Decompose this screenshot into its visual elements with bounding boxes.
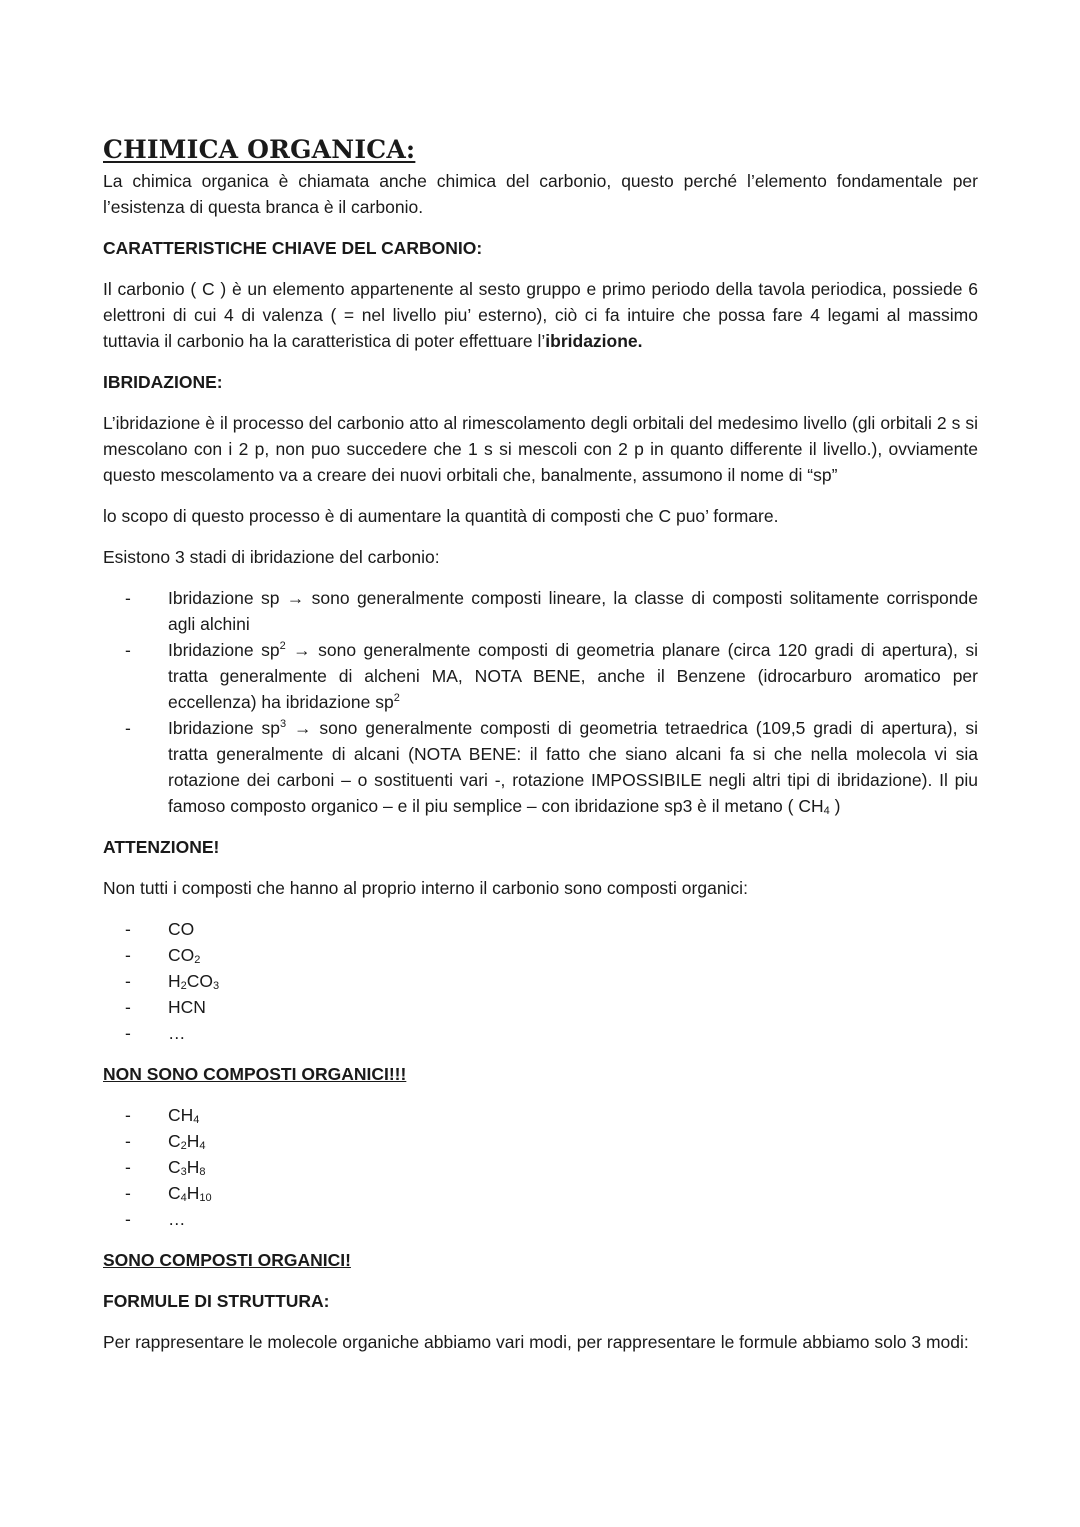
list-item xyxy=(103,994,978,1020)
list-item xyxy=(103,1206,978,1232)
list-item xyxy=(103,968,978,994)
formula: CO xyxy=(168,945,195,965)
stages-list xyxy=(103,585,978,819)
inorganic-label: NON SONO COMPOSTI ORGANICI!!! xyxy=(103,1064,407,1084)
ellipsis: … xyxy=(168,1209,186,1229)
subscript: 4 xyxy=(199,1140,206,1152)
formula: C xyxy=(168,1131,181,1151)
subscript: 2 xyxy=(194,954,201,966)
formula: H xyxy=(186,1131,200,1151)
list-item xyxy=(103,1020,978,1046)
formula: CO xyxy=(186,971,214,991)
subscript: 3 xyxy=(213,980,220,992)
list-item-sp2 xyxy=(103,637,978,715)
list-item-sp3 xyxy=(103,715,978,819)
stage-sp3-desc: → sono generalmente composti di geometria tetraedrica (109,5 gradi di apertura), si tratta generalmente di alcani (NOTA BENE: il fatto che siano alcani fa si che nella molecola vi sia rotazione dei carboni – o sostituenti vari -, rotazione IMPOSSIBILE negli altri tipi di ibridazione). Il piu famoso composto organico – e il piu semplice – con ibridazione sp3 è il metano ( CH xyxy=(168,718,978,816)
list-item xyxy=(103,1102,978,1128)
page-title: CHIMICA ORGANICA: xyxy=(103,135,416,164)
subscript: 4 xyxy=(193,1114,200,1126)
list-item xyxy=(103,916,978,942)
subscript: 8 xyxy=(199,1166,206,1178)
ellipsis: … xyxy=(168,1023,186,1043)
carbon-text: Il carbonio ( C ) è un elemento appartenente al sesto gruppo e primo periodo della tavola periodica, possiede 6 elettroni di cui 4 di valenza ( = nel livello piu’ esterno), ciò ci fa intuire che possa fare 4 legami al massimo tuttavia il carbonio ha la caratteristica di poter effettuare l’ xyxy=(103,279,978,351)
organic-list xyxy=(103,1102,978,1232)
formula: HCN xyxy=(168,997,206,1017)
formula: CO xyxy=(168,919,195,939)
subscript: 3 xyxy=(180,1166,187,1178)
formula: CH xyxy=(168,1105,194,1125)
list-item-sp xyxy=(103,585,978,637)
list-item xyxy=(103,1128,978,1154)
list-item xyxy=(103,1180,978,1206)
stage-sp3-text: Ibridazione sp xyxy=(168,718,280,738)
attention-heading: ATTENZIONE! xyxy=(103,837,220,857)
carbon-text-bold: ibridazione. xyxy=(545,331,643,351)
superscript: 2 xyxy=(279,640,286,652)
structure-heading: FORMULE DI STRUTTURA: xyxy=(103,1291,330,1311)
subscript: 2 xyxy=(180,980,187,992)
superscript: 2 xyxy=(393,692,400,704)
stages-intro: Esistono 3 stadi di ibridazione del carbonio: xyxy=(103,547,440,567)
formula: C xyxy=(168,1157,181,1177)
subscript: 2 xyxy=(180,1140,187,1152)
formula: H xyxy=(186,1157,200,1177)
stage-sp2-text: Ibridazione sp xyxy=(168,640,280,660)
superscript: 3 xyxy=(279,718,287,730)
carbon-heading: CARATTERISTICHE CHIAVE DEL CARBONIO: xyxy=(103,238,483,258)
hybrid-paragraph: L’ibridazione è il processo del carbonio atto al rimescolamento degli orbitali del medesimo livello (gli orbitali 2 s si mescolano con i 2 p, non puo succedere che 1 s si mescoli con 2 p in quanto differente il livello.), ovviamente questo mescolamento va a creare dei nuovi orbitali che, banalmente, assumono il nome di “sp” xyxy=(103,413,978,485)
formula: H xyxy=(186,1183,200,1203)
subscript: 4 xyxy=(823,805,830,817)
subscript: 4 xyxy=(180,1192,187,1204)
inorganic-list xyxy=(103,916,978,1046)
document-page xyxy=(103,132,978,1355)
attention-paragraph: Non tutti i composti che hanno al proprio interno il carbonio sono composti organici: xyxy=(103,878,748,898)
subscript: 10 xyxy=(199,1192,212,1204)
formula: C xyxy=(168,1183,181,1203)
stage-sp3-end: ) xyxy=(829,796,841,816)
organic-label: SONO COMPOSTI ORGANICI! xyxy=(103,1250,351,1270)
hybrid-heading: IBRIDAZIONE: xyxy=(103,372,223,392)
stage-sp-text: Ibridazione sp → sono generalmente composti lineare, la classe di composti solitamente corrisponde agli alchini xyxy=(168,588,978,634)
intro-paragraph: La chimica organica è chiamata anche chimica del carbonio, questo perché l’elemento fondamentale per l’esistenza di questa branca è il carbonio. xyxy=(103,171,978,217)
stage-sp2-desc: → sono generalmente composti di geometria planare (circa 120 gradi di apertura), si tratta generalmente di alcheni MA, NOTA BENE, anche il Benzene (idrocarburo aromatico per eccellenza) ha ibridazione sp xyxy=(168,640,978,712)
purpose-paragraph: lo scopo di questo processo è di aumentare la quantità di composti che C puo’ formare. xyxy=(103,506,779,526)
list-item xyxy=(103,1154,978,1180)
structure-paragraph: Per rappresentare le molecole organiche abbiamo vari modi, per rappresentare le formule abbiamo solo 3 modi: xyxy=(103,1332,969,1352)
formula: H xyxy=(168,971,181,991)
list-item xyxy=(103,942,978,968)
carbon-paragraph xyxy=(103,276,978,354)
